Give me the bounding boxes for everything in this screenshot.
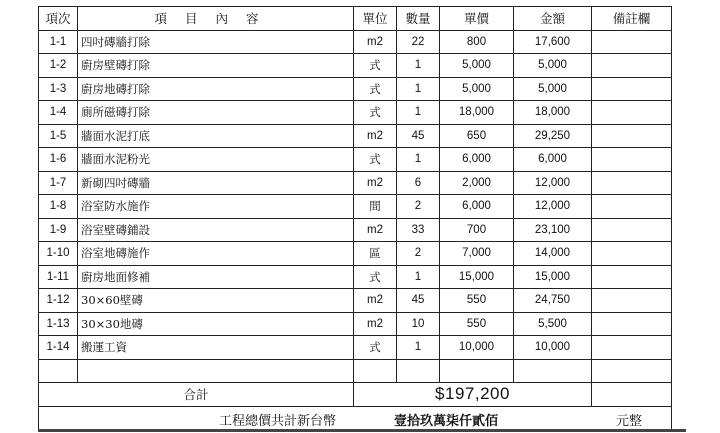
description-cell: 牆面水泥打底: [78, 124, 354, 148]
description-cell: 廁所磁磚打除: [78, 101, 354, 125]
empty-cell: [354, 359, 397, 383]
unit-cell: m2: [354, 218, 397, 242]
item-no-cell: 1-6: [39, 148, 78, 172]
unit-cell: m2: [354, 171, 397, 195]
note-cell: [592, 77, 672, 101]
note-cell: [592, 148, 672, 172]
empty-cell: [592, 359, 672, 383]
grand-total-prefix: 工程總價共計新台幣: [219, 413, 337, 429]
amount-cell: 5,000: [514, 54, 592, 78]
unit-cell: 式: [354, 101, 397, 125]
description-cell: 新砌四吋磚牆: [78, 171, 354, 195]
description-cell: 30×30地磚: [78, 312, 354, 336]
quantity-cell: 1: [397, 265, 440, 289]
unit-cell: 式: [354, 336, 397, 360]
header-note: 備註欄: [592, 7, 672, 31]
unit-price-cell: 800: [440, 30, 514, 54]
unit-price-cell: 10,000: [440, 336, 514, 360]
line-item-row: [39, 218, 672, 242]
quantity-cell: 1: [397, 77, 440, 101]
amount-cell: 12,000: [514, 171, 592, 195]
description-cell: 搬運工資: [78, 336, 354, 360]
header-item-no: 項次: [39, 7, 78, 31]
unit-price-cell: 15,000: [440, 265, 514, 289]
line-item-row: [39, 195, 672, 219]
unit-price-cell: 2,000: [440, 171, 514, 195]
unit-price-cell: 550: [440, 289, 514, 313]
empty-cell: [39, 359, 78, 383]
quantity-cell: 45: [397, 124, 440, 148]
note-cell: [592, 312, 672, 336]
header-content: 項目內容: [78, 7, 354, 31]
quantity-cell: 22: [397, 30, 440, 54]
line-item-row: [39, 54, 672, 78]
grand-total-amount-words: 壹拾玖萬柒仟貳佰: [394, 413, 499, 429]
total-row: [39, 383, 672, 407]
item-no-cell: 1-14: [39, 336, 78, 360]
grand-total-row: [39, 406, 672, 430]
item-no-cell: 1-2: [39, 54, 78, 78]
total-value: $197,200: [354, 383, 592, 407]
unit-price-cell: 550: [440, 312, 514, 336]
unit-price-cell: 5,000: [440, 54, 514, 78]
item-no-cell: 1-10: [39, 242, 78, 266]
quantity-cell: 6: [397, 171, 440, 195]
note-cell: [592, 195, 672, 219]
item-no-cell: 1-13: [39, 312, 78, 336]
amount-cell: 29,250: [514, 124, 592, 148]
note-cell: [592, 54, 672, 78]
line-item-row: [39, 289, 672, 313]
description-cell: 廚房地磚打除: [78, 77, 354, 101]
unit-cell: m2: [354, 312, 397, 336]
empty-row: [39, 359, 672, 383]
unit-cell: 式: [354, 148, 397, 172]
unit-price-cell: 700: [440, 218, 514, 242]
bottom-border-line: [38, 429, 686, 432]
note-cell: [592, 171, 672, 195]
note-cell: [592, 30, 672, 54]
description-cell: 浴室防水施作: [78, 195, 354, 219]
description-cell: 廚房壁磚打除: [78, 54, 354, 78]
amount-cell: 5,500: [514, 312, 592, 336]
description-cell: 浴室地磚施作: [78, 242, 354, 266]
line-item-row: [39, 101, 672, 125]
line-item-row: [39, 77, 672, 101]
description-cell: 廚房地面修補: [78, 265, 354, 289]
amount-cell: 18,000: [514, 101, 592, 125]
item-no-cell: 1-7: [39, 171, 78, 195]
description-cell: 30×60壁磚: [78, 289, 354, 313]
line-items: [39, 30, 672, 359]
item-no-cell: 1-8: [39, 195, 78, 219]
quantity-cell: 2: [397, 195, 440, 219]
amount-cell: 17,600: [514, 30, 592, 54]
unit-price-cell: 18,000: [440, 101, 514, 125]
unit-cell: m2: [354, 124, 397, 148]
amount-cell: 23,100: [514, 218, 592, 242]
item-no-cell: 1-12: [39, 289, 78, 313]
line-item-row: [39, 242, 672, 266]
item-no-cell: 1-9: [39, 218, 78, 242]
note-cell: [592, 242, 672, 266]
unit-cell: 式: [354, 77, 397, 101]
header-qty: 數量: [397, 7, 440, 31]
header-unit: 單位: [354, 7, 397, 31]
unit-cell: m2: [354, 30, 397, 54]
quantity-cell: 1: [397, 336, 440, 360]
note-cell: [592, 218, 672, 242]
quantity-cell: 1: [397, 54, 440, 78]
header-unit-price: 單價: [440, 7, 514, 31]
amount-cell: 24,750: [514, 289, 592, 313]
amount-cell: 10,000: [514, 336, 592, 360]
item-no-cell: 1-5: [39, 124, 78, 148]
header-amount: 金額: [514, 7, 592, 31]
description-cell: 牆面水泥粉光: [78, 148, 354, 172]
unit-cell: 式: [354, 54, 397, 78]
empty-cell: [514, 359, 592, 383]
unit-cell: 間: [354, 195, 397, 219]
quantity-cell: 10: [397, 312, 440, 336]
grand-total-cell: [39, 406, 672, 430]
quantity-cell: 45: [397, 289, 440, 313]
description-cell: 四吋磚牆打除: [78, 30, 354, 54]
unit-price-cell: 6,000: [440, 195, 514, 219]
unit-price-cell: 6,000: [440, 148, 514, 172]
total-note-cell: [592, 383, 672, 407]
line-item-row: [39, 124, 672, 148]
quantity-cell: 2: [397, 242, 440, 266]
note-cell: [592, 289, 672, 313]
total-label: 合計: [39, 383, 354, 407]
amount-cell: 6,000: [514, 148, 592, 172]
quantity-cell: 1: [397, 101, 440, 125]
amount-cell: 14,000: [514, 242, 592, 266]
unit-price-cell: 5,000: [440, 77, 514, 101]
empty-cell: [78, 359, 354, 383]
line-item-row: [39, 265, 672, 289]
line-item-row: [39, 148, 672, 172]
line-item-row: [39, 312, 672, 336]
note-cell: [592, 124, 672, 148]
description-cell: 浴室壁磚鋪設: [78, 218, 354, 242]
amount-cell: 5,000: [514, 77, 592, 101]
item-no-cell: 1-4: [39, 101, 78, 125]
note-cell: [592, 101, 672, 125]
unit-cell: 式: [354, 265, 397, 289]
amount-cell: 12,000: [514, 195, 592, 219]
unit-price-cell: 7,000: [440, 242, 514, 266]
quantity-cell: 1: [397, 148, 440, 172]
unit-cell: 區: [354, 242, 397, 266]
item-no-cell: 1-11: [39, 265, 78, 289]
line-item-row: [39, 171, 672, 195]
amount-cell: 15,000: [514, 265, 592, 289]
item-no-cell: 1-3: [39, 77, 78, 101]
unit-cell: m2: [354, 289, 397, 313]
quotation-table: [38, 6, 672, 430]
line-item-row: [39, 336, 672, 360]
note-cell: [592, 265, 672, 289]
item-no-cell: 1-1: [39, 30, 78, 54]
empty-cell: [440, 359, 514, 383]
quantity-cell: 33: [397, 218, 440, 242]
header-row: [39, 7, 672, 31]
empty-cell: [397, 359, 440, 383]
unit-price-cell: 650: [440, 124, 514, 148]
note-cell: [592, 336, 672, 360]
grand-total-suffix: 元整: [616, 413, 643, 429]
line-item-row: [39, 30, 672, 54]
